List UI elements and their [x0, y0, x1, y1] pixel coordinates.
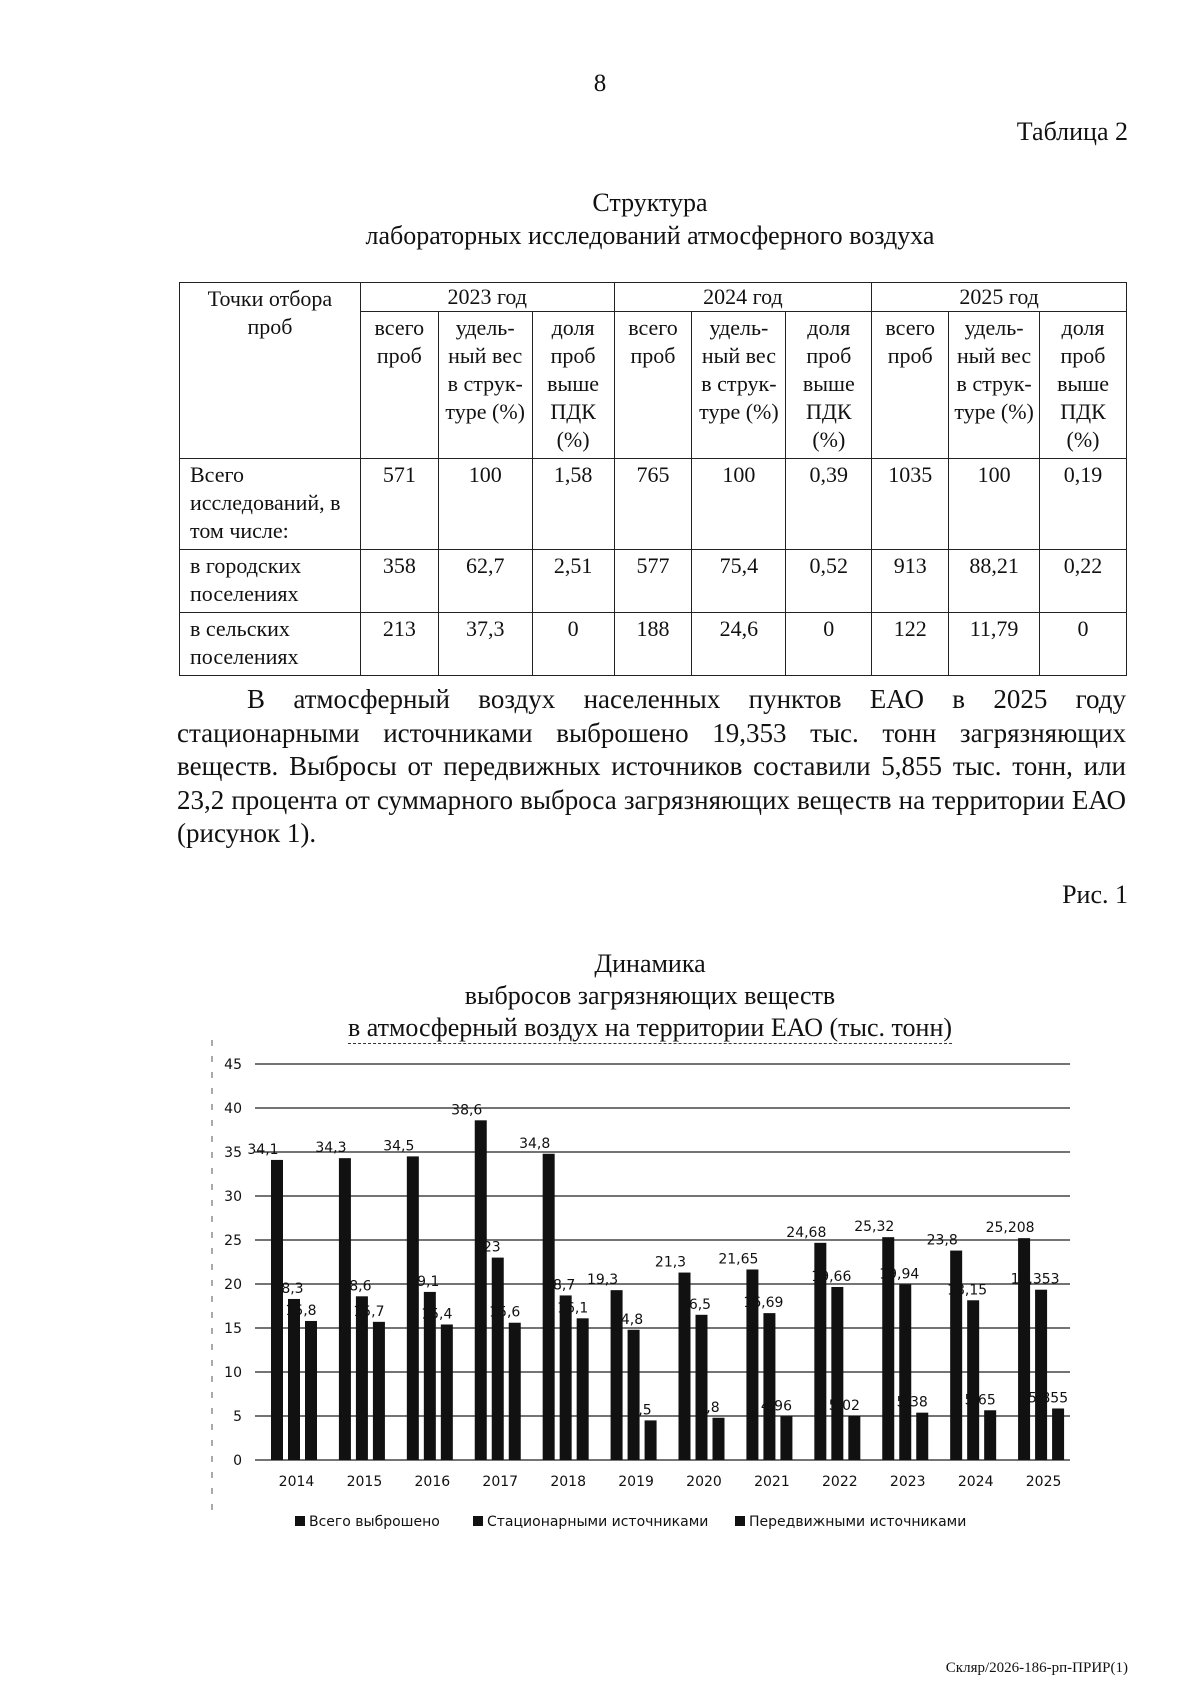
figure-label: Рис. 1 [1062, 880, 1128, 909]
table-label: Таблица 2 [1016, 117, 1128, 146]
table-cell: 1,58 [532, 459, 614, 550]
subheader-above-limit: доля проб выше ПДК (%) [532, 312, 614, 459]
bar-1 [475, 1120, 487, 1460]
year-header-2024: 2024 год [614, 283, 872, 312]
data-label: 19,1 [408, 1273, 440, 1290]
table-row [180, 550, 1127, 613]
data-label: 15,4 [421, 1306, 453, 1323]
table-cell: 37,3 [438, 613, 532, 676]
bar-2 [763, 1313, 775, 1460]
x-tick-label: 2017 [482, 1474, 519, 1490]
subheader-total: всего проб [360, 312, 438, 459]
bar-2 [356, 1296, 368, 1460]
data-label: 16,5 [679, 1296, 712, 1313]
x-tick-label: 2024 [957, 1474, 994, 1490]
y-tick-label: 5 [233, 1409, 242, 1425]
data-label: 34,1 [247, 1141, 279, 1158]
bar-3 [509, 1323, 521, 1460]
x-tick-label: 2025 [1025, 1474, 1062, 1490]
table-cell: 100 [949, 459, 1040, 550]
table-header-row [180, 283, 1127, 312]
chart-title-line-1: Динамика [594, 949, 706, 978]
x-tick-label: 2020 [686, 1474, 722, 1490]
bar-3 [780, 1416, 792, 1460]
table-cell: 2,51 [532, 550, 614, 613]
table-cell: 913 [872, 550, 949, 613]
table-cell: 11,79 [949, 613, 1040, 676]
table-cell: 765 [614, 459, 692, 550]
legend-swatch [473, 1516, 483, 1526]
legend-entry: Передвижными источниками [749, 1514, 967, 1530]
y-tick-label: 45 [224, 1057, 242, 1073]
bar-2 [831, 1287, 843, 1460]
year-header-2023: 2023 год [360, 283, 614, 312]
bar-3 [916, 1413, 928, 1460]
data-label: 18,6 [340, 1278, 372, 1295]
legend-entry: Всего выброшено [309, 1514, 440, 1530]
table-cell: 213 [360, 613, 438, 676]
subheader-share: удель-ный вес в струк-туре (%) [438, 312, 532, 459]
data-label: 15,7 [353, 1303, 385, 1320]
year-header-2025: 2025 год [872, 283, 1127, 312]
data-label: 5,38 [896, 1394, 928, 1411]
data-label: 4,5 [629, 1402, 652, 1419]
chart-title [0, 948, 1200, 1044]
legend-entry: Стационарными источниками [487, 1514, 709, 1530]
y-tick-label: 30 [224, 1189, 242, 1205]
subheader-share: удель-ный вес в струк-туре (%) [692, 312, 786, 459]
data-label: 19,353 [1010, 1271, 1060, 1288]
data-label: 23,8 [926, 1232, 958, 1249]
table-title [0, 186, 1200, 252]
x-tick-label: 2014 [278, 1474, 315, 1490]
data-label: 21,3 [654, 1254, 687, 1271]
x-tick-label: 2022 [822, 1474, 858, 1490]
data-label: 21,65 [718, 1251, 759, 1268]
chart-title-line-3: в атмосферный воздух на территории ЕАО (тыс. тонн) [347, 1013, 953, 1042]
y-tick-label: 0 [233, 1453, 242, 1469]
bar-2 [492, 1258, 504, 1460]
data-label: 5,02 [828, 1397, 860, 1414]
table-cell: 577 [614, 550, 692, 613]
data-label: 18,3 [272, 1280, 304, 1297]
bar-3 [984, 1410, 996, 1460]
bar-3 [305, 1321, 317, 1460]
data-label: 15,6 [489, 1304, 521, 1321]
subheader-total: всего проб [872, 312, 949, 459]
bar-1 [271, 1160, 283, 1460]
data-label: 25,32 [854, 1219, 895, 1236]
table-row [180, 613, 1127, 676]
data-label: 34,8 [519, 1135, 551, 1152]
corner-header: Точки отбора проб [180, 283, 361, 459]
data-label: 4,8 [697, 1399, 720, 1416]
data-label: 19,94 [879, 1266, 920, 1283]
bar-3 [848, 1416, 860, 1460]
data-label: 38,6 [451, 1102, 483, 1119]
chart-title-line-2: выбросов загрязняющих веществ [464, 981, 836, 1010]
table-cell: 100 [692, 459, 786, 550]
data-label: 24,68 [786, 1224, 827, 1241]
row-label: в сельских поселениях [180, 613, 361, 676]
data-label: 14,8 [611, 1311, 644, 1328]
table-cell: 62,7 [438, 550, 532, 613]
data-label: 15,8 [285, 1302, 317, 1319]
data-label: 4,96 [760, 1398, 793, 1415]
data-label: 18,15 [947, 1282, 988, 1299]
y-tick-label: 40 [224, 1101, 242, 1117]
y-tick-label: 10 [224, 1365, 242, 1381]
table-cell: 571 [360, 459, 438, 550]
table-cell: 1035 [872, 459, 949, 550]
table-cell: 100 [438, 459, 532, 550]
bar-3 [1052, 1408, 1064, 1460]
subheader-above-limit: доля проб выше ПДК (%) [1040, 312, 1127, 459]
subheader-total: всего проб [614, 312, 692, 459]
lab-table [179, 282, 1127, 676]
table-cell: 24,6 [692, 613, 786, 676]
bar-2 [560, 1295, 572, 1460]
table-cell: 0,52 [786, 550, 872, 613]
bar-2 [696, 1315, 708, 1460]
table-cell: 0,22 [1040, 550, 1127, 613]
bar-1 [407, 1156, 419, 1460]
bar-3 [441, 1324, 453, 1460]
row-label: в городских поселениях [180, 550, 361, 613]
x-tick-label: 2015 [346, 1474, 383, 1490]
bar-2 [288, 1299, 300, 1460]
data-label: 16,1 [557, 1300, 589, 1317]
table-title-line-1: Структура [592, 188, 708, 217]
bar-3 [713, 1418, 725, 1460]
page-number: 8 [593, 70, 607, 97]
footer-doc-code: Скляр/2026-186-рп-ПРИР(1) [945, 1660, 1128, 1676]
table-title-line-2: лабораторных исследований атмосферного воздуха [365, 221, 935, 250]
bar-3 [645, 1420, 657, 1460]
subheader-above-limit: доля проб выше ПДК (%) [786, 312, 872, 459]
table-cell: 0,39 [786, 459, 872, 550]
table-cell: 88,21 [949, 550, 1040, 613]
x-tick-label: 2021 [754, 1474, 790, 1490]
table-cell: 358 [360, 550, 438, 613]
table-cell: 188 [614, 613, 692, 676]
y-tick-label: 25 [224, 1233, 242, 1249]
bar-2 [967, 1300, 979, 1460]
legend-swatch [295, 1516, 305, 1526]
bar-2 [1035, 1290, 1047, 1460]
emissions-bar-chart [200, 1040, 1100, 1540]
y-tick-label: 35 [224, 1145, 242, 1161]
table-cell: 0 [532, 613, 614, 676]
data-label: 19,66 [811, 1268, 852, 1285]
data-label: 23 [482, 1239, 501, 1256]
y-tick-label: 15 [224, 1321, 242, 1337]
data-label: 18,7 [544, 1277, 576, 1294]
subheader-share: удель-ный вес в струк-туре (%) [949, 312, 1040, 459]
bar-2 [899, 1285, 911, 1460]
body-paragraph: В атмосферный воздух населенных пунктов ЕАО в 2025 году стационарными источниками выброшено 19,353 тыс. тонн загрязняющих веществ. Выбросы от передвижных источников составили 5,855 тыс. тонн, или 23,2 процента от суммарного выброса загрязняющих веществ на территории ЕАО (рисунок 1). [177, 684, 1126, 848]
bar-1 [543, 1154, 555, 1460]
data-label: 34,5 [383, 1138, 415, 1155]
data-label: 5,855 [1028, 1390, 1069, 1407]
row-label: Всего исследований, в том числе: [180, 459, 361, 550]
x-tick-label: 2023 [889, 1474, 926, 1490]
data-label: 34,3 [315, 1140, 347, 1157]
table-cell: 0 [786, 613, 872, 676]
x-tick-label: 2016 [414, 1474, 451, 1490]
table-cell: 0 [1040, 613, 1127, 676]
x-tick-label: 2018 [550, 1474, 586, 1490]
table-cell: 122 [872, 613, 949, 676]
data-label: 25,208 [985, 1220, 1035, 1237]
data-label: 5,65 [964, 1392, 996, 1409]
x-tick-label: 2019 [618, 1474, 654, 1490]
y-tick-label: 20 [224, 1277, 242, 1293]
bar-3 [373, 1322, 385, 1460]
legend-swatch [735, 1516, 745, 1526]
data-label: 19,3 [586, 1272, 619, 1289]
bar-2 [628, 1330, 640, 1460]
table-cell: 75,4 [692, 550, 786, 613]
bar-1 [339, 1158, 351, 1460]
bar-3 [577, 1318, 589, 1460]
table-row [180, 459, 1127, 550]
table-cell: 0,19 [1040, 459, 1127, 550]
data-label: 16,69 [743, 1295, 784, 1312]
